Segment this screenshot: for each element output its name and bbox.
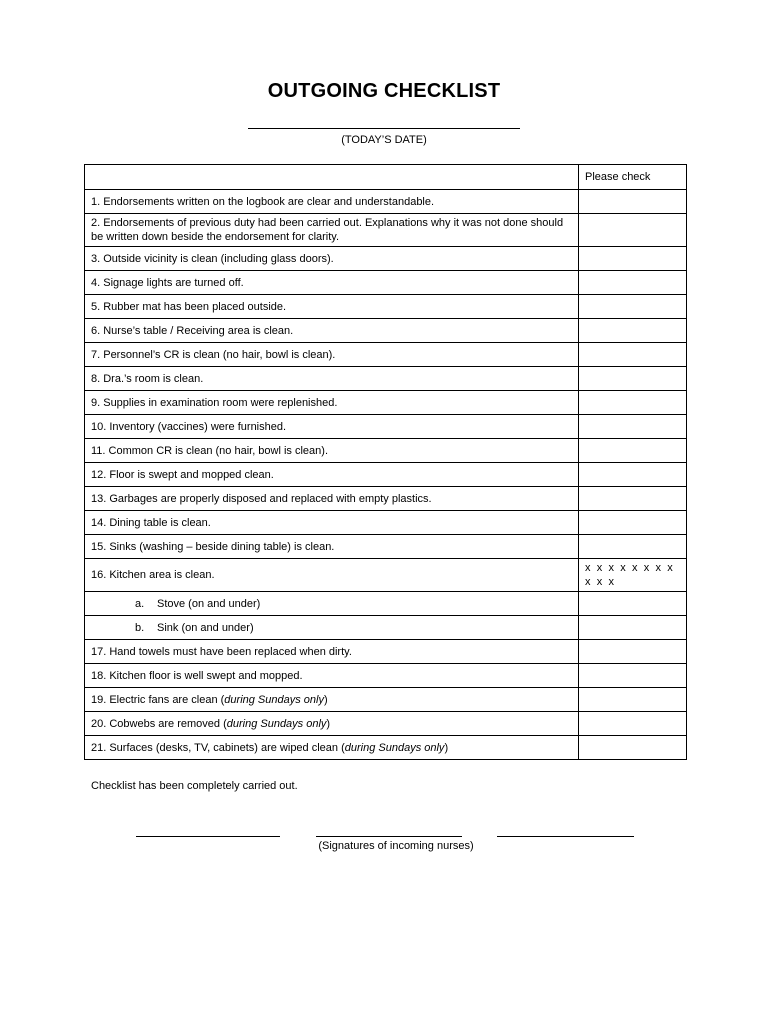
item-text: 11. Common CR is clean (no hair, bowl is clean). (85, 439, 579, 463)
check-cell[interactable] (579, 511, 687, 535)
item-text: 14. Dining table is clean. (85, 511, 579, 535)
check-column-header: Please check (579, 165, 687, 190)
signature-label: (Signatures of incoming nurses) (318, 840, 474, 852)
checklist-table (84, 164, 687, 760)
table-row (85, 214, 687, 247)
item-text: 18. Kitchen floor is well swept and mopped. (85, 664, 579, 688)
check-cell[interactable] (579, 295, 687, 319)
item-cell (85, 688, 579, 712)
table-row (85, 559, 687, 592)
item-text: 8. Dra.’s room is clean. (85, 367, 579, 391)
item-text: 12. Floor is swept and mopped clean. (85, 463, 579, 487)
check-cell[interactable] (579, 415, 687, 439)
item-text: 17. Hand towels must have been replaced when dirty. (85, 640, 579, 664)
check-cell[interactable] (579, 439, 687, 463)
sub-item-letter: b. (135, 621, 145, 634)
date-label: (TODAY’S DATE) (341, 134, 427, 146)
table-row (85, 415, 687, 439)
table-row (85, 190, 687, 214)
signature-line-1[interactable] (136, 836, 280, 837)
table-row (85, 319, 687, 343)
check-cell[interactable] (579, 592, 687, 616)
date-blank-line[interactable] (248, 128, 520, 129)
item-text-tail: ) (326, 717, 331, 730)
check-cell[interactable] (579, 463, 687, 487)
item-cell (85, 712, 579, 736)
item-text: 21. Surfaces (desks, TV, cabinets) are wiped clean ( (91, 741, 345, 754)
check-cell[interactable] (579, 616, 687, 640)
check-cell[interactable] (579, 247, 687, 271)
table-row (85, 463, 687, 487)
signature-line-2[interactable] (316, 836, 462, 837)
item-text: 5. Rubber mat has been placed outside. (85, 295, 579, 319)
table-row (85, 688, 687, 712)
item-text: 7. Personnel’s CR is clean (no hair, bowl is clean). (85, 343, 579, 367)
header-blank-cell (85, 165, 579, 190)
item-text: 1. Endorsements written on the logbook are clear and understandable. (85, 190, 579, 214)
item-note: during Sundays only (224, 693, 324, 706)
table-row (85, 487, 687, 511)
check-cell[interactable] (579, 343, 687, 367)
sub-item (85, 592, 579, 616)
item-text: 2. Endorsements of previous duty had been carried out. Explanations why it was not done should be written down beside the endorsement for clarity. (85, 214, 579, 247)
table-row (85, 439, 687, 463)
item-text: 13. Garbages are properly disposed and replaced with empty plastics. (85, 487, 579, 511)
table-row (85, 640, 687, 664)
table-row (85, 343, 687, 367)
signature-line-3[interactable] (497, 836, 634, 837)
check-cell[interactable] (579, 712, 687, 736)
item-note: during Sundays only (344, 741, 445, 754)
check-cell[interactable] (579, 190, 687, 214)
table-row (85, 247, 687, 271)
check-cell[interactable] (579, 367, 687, 391)
table-row-sub (85, 616, 687, 640)
table-header-row (85, 165, 687, 190)
table-row (85, 367, 687, 391)
check-cell[interactable] (579, 487, 687, 511)
check-cell[interactable] (579, 688, 687, 712)
check-cell[interactable] (579, 271, 687, 295)
table-row (85, 271, 687, 295)
table-row (85, 391, 687, 415)
check-cell[interactable] (579, 319, 687, 343)
check-cell-crossed: x x x x x x x x x x x (579, 559, 687, 592)
check-cell[interactable] (579, 736, 687, 760)
check-cell[interactable] (579, 664, 687, 688)
item-text: 6. Nurse’s table / Receiving area is clean. (85, 319, 579, 343)
item-text: 20. Cobwebs are removed ( (91, 717, 227, 730)
confirmation-text: Checklist has been completely carried out. (91, 780, 298, 792)
check-cell[interactable] (579, 391, 687, 415)
table-row-sub (85, 592, 687, 616)
item-text: 9. Supplies in examination room were replenished. (85, 391, 579, 415)
check-cell[interactable] (579, 214, 687, 247)
item-text: 19. Electric fans are clean ( (91, 693, 225, 706)
item-text-tail: ) (323, 693, 328, 706)
item-note: during Sundays only (226, 717, 327, 730)
sub-item-letter: a. (135, 597, 145, 610)
item-text: 15. Sinks (washing – beside dining table) is clean. (85, 535, 579, 559)
check-cell[interactable] (579, 640, 687, 664)
sub-item-text: Stove (on and under) (157, 597, 261, 610)
sub-item (85, 616, 579, 640)
table-row (85, 664, 687, 688)
page-title: OUTGOING CHECKLIST (267, 80, 501, 102)
check-cell[interactable] (579, 535, 687, 559)
item-text-tail: ) (444, 741, 449, 754)
table-row (85, 511, 687, 535)
item-text: 10. Inventory (vaccines) were furnished. (85, 415, 579, 439)
item-cell (85, 736, 579, 760)
table-row (85, 736, 687, 760)
table-row (85, 712, 687, 736)
table-row (85, 535, 687, 559)
table-row (85, 295, 687, 319)
item-text: 4. Signage lights are turned off. (85, 271, 579, 295)
item-text: 3. Outside vicinity is clean (including glass doors). (85, 247, 579, 271)
item-text: 16. Kitchen area is clean. (85, 559, 579, 592)
sub-item-text: Sink (on and under) (157, 621, 254, 634)
